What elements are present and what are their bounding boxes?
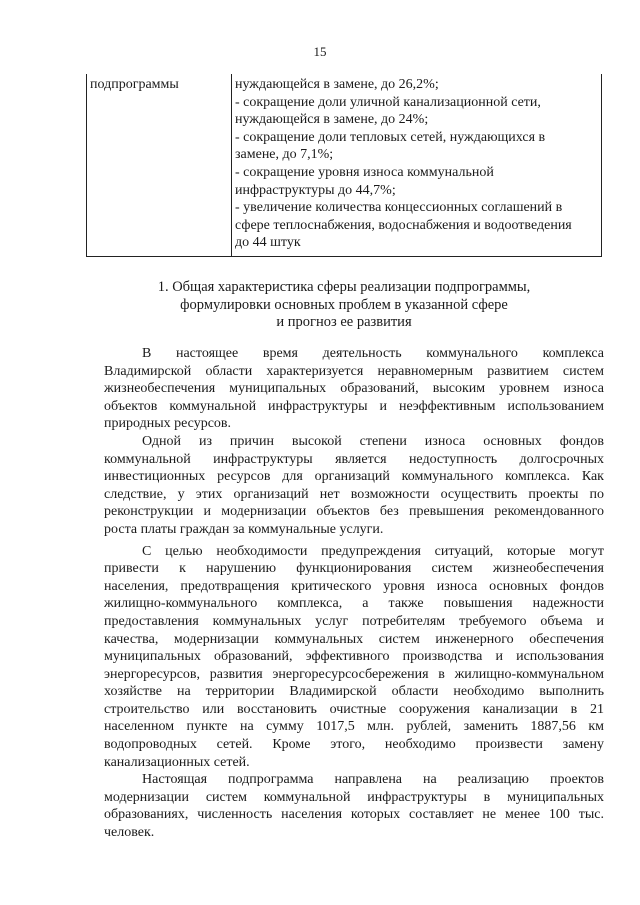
paragraph-line: качества, модернизации коммунальных систем инженерного обеспечения	[104, 631, 604, 647]
table-line: - сокращение доли тепловых сетей, нуждающихся в	[235, 129, 546, 145]
table-line: нуждающейся в замене, до 26,2%;	[235, 77, 439, 92]
table-line: сфере теплоснабжения, водоснабжения и водоотведения	[235, 217, 572, 233]
table-line: замене, до 7,1%;	[235, 147, 334, 163]
paragraph-line: объектов коммунальной инфраструктуры и неэффективным использованием	[104, 398, 604, 414]
table-cell-label: подпрограммы	[87, 74, 232, 256]
paragraph-line: Настоящая подпрограмма направлена на реализацию проектов	[142, 772, 604, 788]
section-heading	[86, 279, 602, 332]
heading-line: и прогноз ее развития	[276, 314, 412, 331]
paragraph-line: предоставления коммунальных услуг потребителям требуемого объема и	[104, 613, 604, 629]
body-text	[104, 345, 604, 842]
page-number: 15	[313, 44, 327, 59]
paragraph	[104, 771, 604, 841]
paragraph-line: энергоресурсов, развития энергоресурсосбережения в жилищно-коммунальном	[104, 666, 604, 682]
table-line: - увеличение количества концессионных соглашений в	[235, 200, 563, 216]
paragraph-line: природных ресурсов.	[104, 416, 232, 432]
paragraph-line: С целью необходимости предупреждения ситуаций, которые могут	[142, 543, 604, 559]
paragraph-line: муниципальных образований, эффективного производства и использования	[104, 649, 604, 665]
paragraph-line: привести к нарушению функционирования систем жизнеобеспечения	[104, 561, 604, 577]
paragraph-line: человек.	[104, 825, 155, 841]
paragraph-line: следствие, у этих организаций нет возможности осуществить проекты по	[104, 486, 604, 502]
heading-line: формулировки основных проблем в указанной сфере	[180, 296, 508, 313]
paragraph-line: Владимирской области характеризуется неравномерным развитием систем	[104, 363, 604, 379]
paragraph-line: канализационных сетей.	[104, 754, 250, 770]
paragraph-line: населенном пункте на сумму 1017,5 млн. рублей, заменить 1887,56 км	[104, 719, 604, 735]
paragraph-line: модернизации систем коммунальной инфраструктуры в муниципальных	[104, 789, 604, 805]
paragraph-line: Одной из причин высокой степени износа основных фондов	[142, 433, 604, 449]
heading-line: 1. Общая характеристика сферы реализации подпрограммы,	[157, 279, 531, 295]
paragraph	[104, 433, 604, 539]
table-line: - сокращение уровня износа коммунальной	[235, 164, 494, 180]
table-cell-value	[232, 74, 602, 256]
paragraph	[104, 345, 604, 433]
paragraph-line: строительство или восстановить очистные сооружения канализации в 21	[104, 701, 604, 717]
paragraph-line: населения, предотвращения критического уровня износа основных фондов	[104, 578, 604, 594]
table-line: нуждающейся в замене, до 24%;	[235, 112, 429, 128]
paragraph-line: образованиях, численность населения которых составляет не менее 100 тыс.	[104, 807, 604, 823]
paragraph-line: жилищно-коммунального комплекса, а также повышения надежности	[104, 596, 604, 612]
paragraph	[104, 543, 604, 772]
paragraph-line: коммунальной инфраструктуры является недоступность долгосрочных	[104, 451, 604, 467]
paragraph-line: хозяйстве на территории Владимирской области необходимо выполнить	[104, 684, 604, 700]
table-line: до 44 штук	[235, 235, 301, 251]
paragraph-line: жизнеобеспечения муниципальных образований, высоким уровнем износа	[104, 381, 604, 397]
paragraph-line: инвестиционных ресурсов для организаций коммунального комплекса. Как	[104, 469, 604, 485]
paragraph-line: В настоящее время деятельность коммунального комплекса	[142, 346, 604, 361]
passport-table	[86, 74, 602, 257]
table-line: - сокращение доли уличной канализационной сети,	[235, 94, 541, 110]
table-line: инфраструктуры до 44,7%;	[235, 182, 396, 198]
table-row	[87, 74, 602, 256]
paragraph-line: водопроводных сетей. Кроме этого, необходимо произвести замену	[104, 737, 604, 753]
paragraph-line: роста платы граждан за коммунальные услуги.	[104, 521, 384, 537]
paragraph-line: реконструкции и модернизации объектов без превышения рекомендованного	[104, 504, 604, 520]
